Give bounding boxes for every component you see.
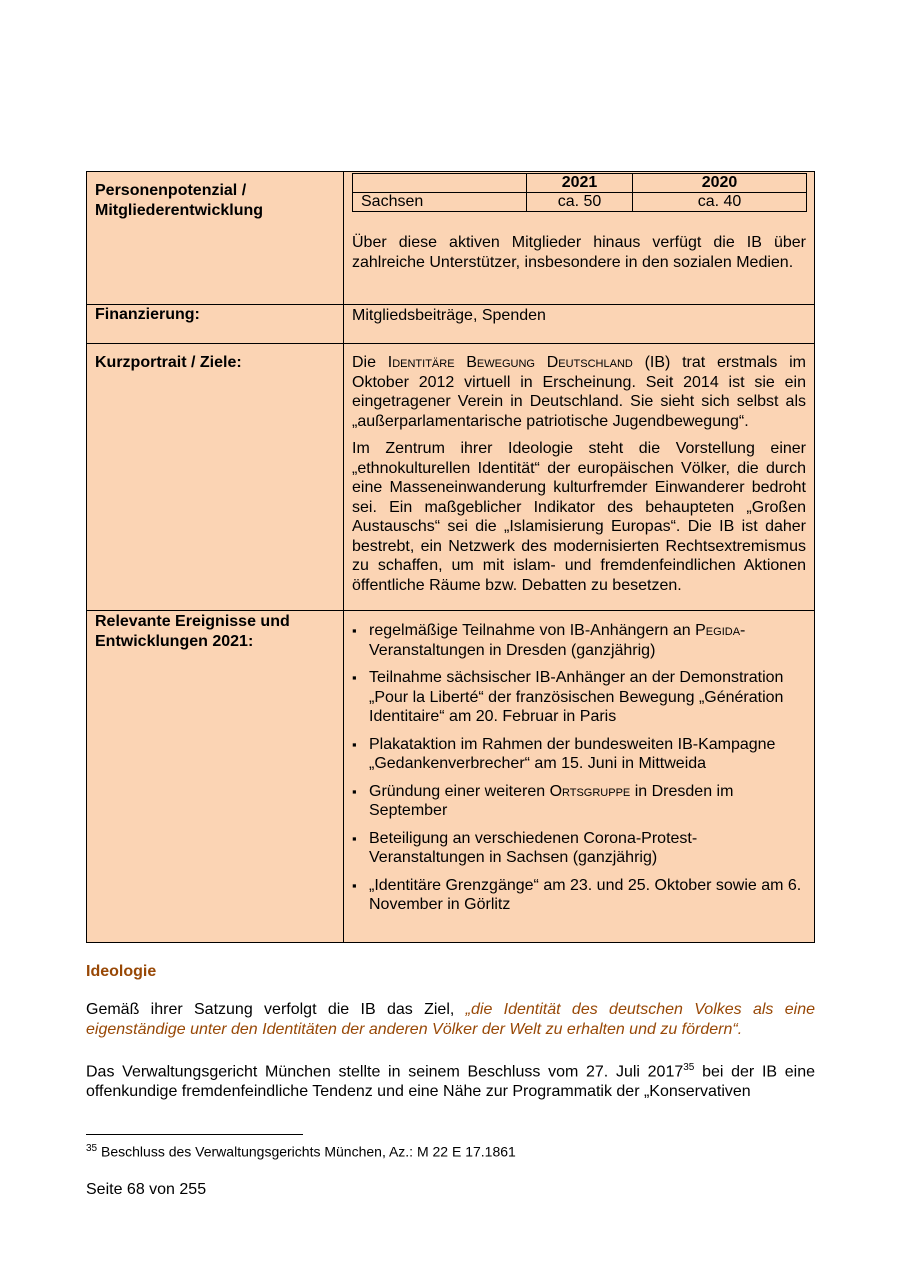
text-span: in Dresden im September [369, 782, 734, 819]
text-span: bei der IB eine offenkundige fremdenfeindliche Tendenz und eine Nähe zur Programmatik der „Konservativen [86, 1063, 816, 1100]
page-number: Seite 68 von 255 [86, 1181, 207, 1198]
list-item: ▪ „Identitäre Grenzgänge“ am 23. und 25. Oktober sowie am 6. November in Görlitz [352, 876, 812, 915]
table-header-2021: 2021 [527, 174, 633, 193]
text-span: regelmäßige Teilnahme von IB-Anhängern an [369, 622, 696, 639]
footnote-number: 35 [86, 1143, 98, 1154]
portrait-label: Kurzportrait / Ziele: [95, 354, 242, 371]
row-divider [87, 610, 814, 611]
section-heading: Ideologie [86, 963, 157, 980]
portrait-paragraph-2: Im Zentrum ihrer Ideologie steht die Vorstellung einer „ethnokulturellen Identität“ der europäischen Völker, die durch eine Masseneinwanderung kulturfremder Einwanderer bedroht sei. Ein maßgeblicher Indikator des behaupteten „Großen Austauschs“ sei die „Islamisierung Europas“. Die IB ist daher bestrebt, ein Netzwerk des modernisierten Rechtsextremismus zu schaffen, um mit islam- und fremdenfeindlichen Aktionen öffentliche Räume bzw. Debatten zu besetzen. [352, 440, 806, 594]
events-list [352, 621, 812, 923]
info-box [86, 171, 815, 943]
text-span: Gründung einer weiteren [369, 782, 550, 800]
statute-quote: „die Identität des deutschen Volkes als eine eigenständige unter den Identitäten der anderen Völker der Welt zu erhalten und zu fördern“. [86, 1001, 815, 1038]
org-name: Pegida [695, 622, 741, 639]
text-span: Gemäß ihrer Satzung verfolgt die IB das Ziel, [86, 1001, 466, 1018]
table-cell-2020: ca. 40 [633, 193, 807, 212]
row-divider [87, 343, 814, 344]
list-item [352, 621, 812, 660]
footnote-reference[interactable]: 35 [683, 1062, 695, 1073]
members-table [352, 173, 807, 212]
text-span: -Veranstaltungen in Dresden (ganzjährig) [369, 622, 746, 659]
footnote-text: Beschluss des Verwaltungsgerichts München, Az.: M 22 E 17.1861 [97, 1143, 516, 1160]
group-name: Ortsgruppe [549, 782, 631, 800]
table-cell-2021: ca. 50 [527, 193, 633, 212]
org-name: Identitäre Bewegung Deutschland [387, 354, 633, 371]
members-label: Personenpotenzial / Mitgliederentwicklung [95, 182, 264, 219]
text-span: Die [352, 354, 388, 371]
column-divider [343, 172, 344, 942]
ideology-paragraph-2 [86, 1058, 815, 1101]
list-item [352, 782, 812, 821]
footnote [86, 1143, 516, 1160]
footnote-separator [86, 1134, 303, 1135]
text-span: Das Verwaltungsgericht München stellte in seinem Beschluss vom 27. Juli 2017 [86, 1063, 684, 1081]
list-item: ▪ Plakataktion im Rahmen der bundesweiten IB-Kampagne „Gedankenverbrecher“ am 15. Juni in Mittweida [352, 735, 812, 774]
members-note: Über diese aktiven Mitglieder hinaus verfügt die IB über zahlreiche Unterstützer, insbesondere in den sozialen Medien. [352, 234, 806, 271]
table-row-region: Sachsen [353, 193, 527, 212]
financing-value: Mitgliedsbeiträge, Spenden [352, 307, 546, 324]
table-header-empty [353, 174, 527, 193]
table-header-2020: 2020 [633, 174, 807, 193]
list-item: ▪ Beteiligung an verschiedenen Corona-Protest-Veranstaltungen in Sachsen (ganzjährig) [352, 829, 812, 868]
events-label: Relevante Ereignisse und Entwicklungen 2021: [95, 613, 290, 650]
ideology-paragraph-1 [86, 1000, 815, 1039]
portrait-text [352, 353, 806, 595]
text-span: (IB) trat erstmals im Oktober 2012 virtuell in Erscheinung. Seit 2014 ist sie ein eingetragener Verein in Deutschland. Sie sieht sich selbst als „außerparlamentarische patriotische Jugendbewegung“. [352, 354, 807, 430]
list-item: ▪ Teilnahme sächsischer IB-Anhänger an der Demonstration „Pour la Liberté“ der französischen Bewegung „Génération Identitaire“ am 20. Februar in Paris [352, 668, 812, 727]
financing-label: Finanzierung: [95, 306, 200, 323]
portrait-paragraph-1 [352, 353, 806, 431]
